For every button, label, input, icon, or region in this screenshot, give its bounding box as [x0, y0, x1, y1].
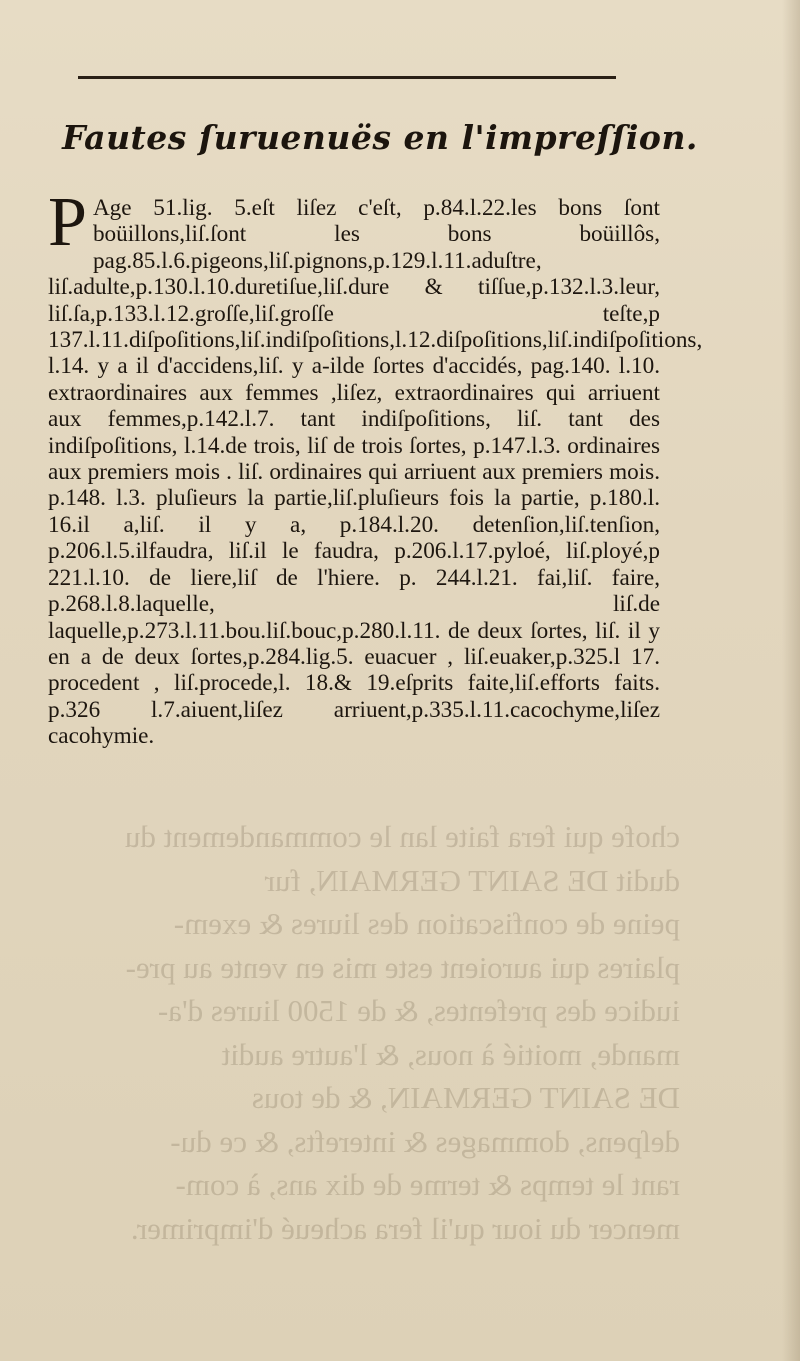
drop-cap: P [48, 184, 87, 261]
show-through-line: deſpens, dommages & interefts, & ce du- [170, 1123, 680, 1159]
show-through-line: dudit DE SAINT GERMAIN, fur [264, 862, 680, 898]
page-title: Fautes ſuruenuës en l'impreſſion. [62, 118, 698, 157]
show-through-line: peine de confiscation des liures & exem- [173, 906, 680, 941]
show-through-line: mencer du iour qu'il fera acheué d'imprimer. [130, 1210, 680, 1246]
show-through-line: iudice des prefentes, & de 1500 liures d'a- [157, 993, 680, 1028]
page-edge-shadow [782, 0, 800, 1361]
header-rule [78, 76, 616, 79]
show-through-line: DE SAINT GERMAIN, & de tous [251, 1080, 680, 1115]
show-through-text [60, 815, 680, 1250]
errata-paragraph [48, 184, 703, 750]
errata-text: Age 51.lig. 5.eſt liſez c'eſt, p.84.l.22.les bons ſont boüillons,liſ.ſont les bons boüillôs, pag.85.l.6.pigeons,liſ.pignons,p.129.l.11.aduſtre, liſ.adulte,p.130.l.10.duretiſue,liſ.dure & tiſſue,p.132.l.3.leur, liſ.ſa,p.133.l.12.groſſe,liſ.groſſe teſte,p 137.l.11.diſpoſitions,liſ.indiſpoſitions,l.12.diſpoſitions,liſ.indiſpoſitions, l.14. y a il d'accidens,liſ. y a-ilde ſortes d'accidés, pag.140. l.10. extraordinaires aux femmes ,liſez, extraordinaires qui arriuent aux femmes,p.142.l.7. tant indiſpoſitions, liſ. tant des indiſpoſitions, l.14.de trois, liſ de trois ſortes, p.147.l.3. ordinaires aux premiers mois . liſ. ordinaires qui arriuent aux premiers mois. p.148. l.3. pluſieurs la partie,liſ.pluſieurs fois la partie, p.180.l. 16.il a,liſ. il y a, p.184.l.20. detenſion,liſ.tenſion, p.206.l.5.ilfaudra, liſ.il le faudra, p.206.l.17.pyloé, liſ.ployé,p 221.l.10. de liere,liſ de l'hiere. p. 244.l.21. fai,liſ. faire, p.268.l.8.laquelle, liſ.de laquelle,p.273.l.11.bou.liſ.bouc,p.280.l.11. de deux ſortes, liſ. il y en a de deux ſortes,p.284.lig.5. euacuer , liſ.euaker,p.325.l 17. procedent , liſ.procede,l. 18.& 19.eſprits faite,liſ.efforts faits. p.326 l.7.aiuent,liſez arriuent,p.335.l.11.cacochyme,liſez cacohymie. [48, 195, 703, 750]
show-through-line: mande, moitié à nous, & l'autre audit [221, 1036, 680, 1072]
show-through-line: chofe qui fera faite lan le commandement du [124, 819, 680, 854]
show-through-line: rant le temps & terme de dix ans, à com- [175, 1167, 680, 1202]
show-through-line: plaires qui auroient este mis en vente au pre- [125, 949, 680, 985]
